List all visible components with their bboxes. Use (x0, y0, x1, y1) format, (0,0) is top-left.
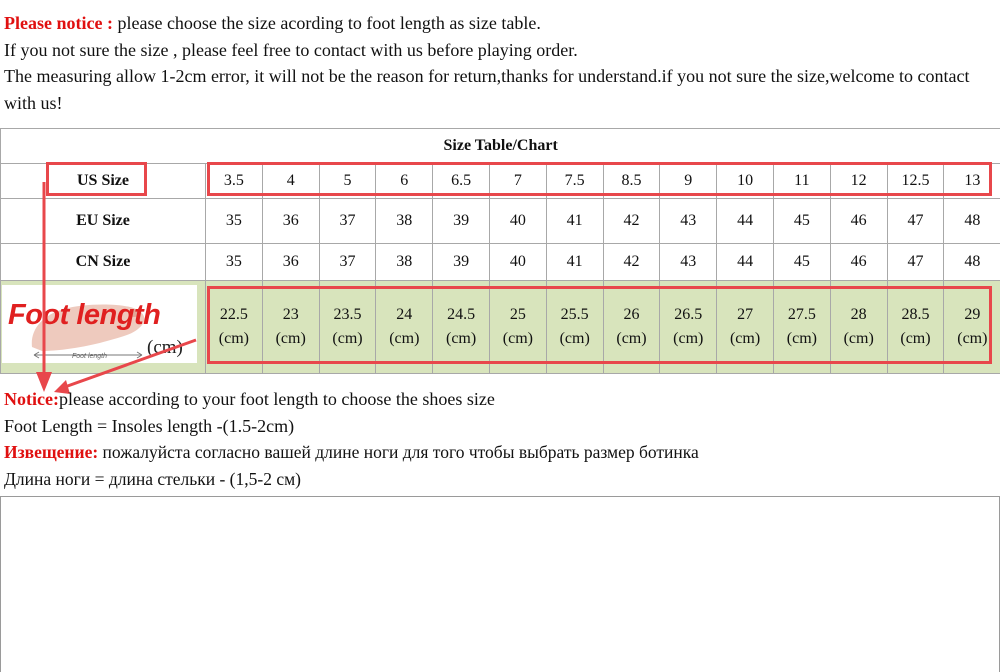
cn-size-cell: 48 (944, 244, 1000, 281)
foot-length-value: 23 (282, 306, 299, 323)
foot-length-value: 25.5 (560, 306, 589, 323)
cn-size-cell: 35 (206, 244, 263, 281)
foot-length-value: 27 (737, 306, 754, 323)
us-size-cell: 3.5 (206, 164, 263, 199)
foot-length-unit: (cm) (502, 330, 533, 347)
cn-size-label: CN Size (1, 244, 206, 281)
foot-length-unit: (cm) (275, 330, 306, 347)
eu-size-cell: 38 (376, 199, 433, 244)
notice-line-1: please choose the size acording to foot length as size table. (112, 13, 541, 33)
cn-size-cell: 43 (660, 244, 717, 281)
eu-size-cell: 37 (319, 199, 376, 244)
cn-size-cell: 37 (319, 244, 376, 281)
eu-size-label: EU Size (1, 199, 206, 244)
foot-length-value: 22.5 (219, 306, 248, 323)
us-size-cell: 12.5 (887, 164, 944, 199)
notes-section (4, 386, 699, 492)
foot-length-value: 26.5 (674, 306, 703, 323)
foot-length-unit: (cm) (389, 330, 420, 347)
foot-length-unit: (cm) (332, 330, 363, 347)
eu-size-cell: 46 (830, 199, 887, 244)
us-size-cell: 7 (489, 164, 546, 199)
cn-size-cell: 39 (433, 244, 490, 281)
foot-length-value: 24 (396, 306, 413, 323)
size-table-title: Size Table/Chart (1, 129, 1000, 164)
us-size-cell: 4 (262, 164, 319, 199)
notice-label: Please notice : (4, 13, 113, 33)
eu-size-cell: 39 (433, 199, 490, 244)
eu-size-cell: 35 (206, 199, 263, 244)
foot-image-caption: Foot length (72, 353, 108, 360)
left-border (0, 496, 1, 672)
cn-size-cell: 40 (489, 244, 546, 281)
us-size-cell: 13 (944, 164, 1000, 199)
foot-length-unit: (cm) (218, 330, 249, 347)
foot-length-unit: (cm) (900, 330, 931, 347)
ru-formula-text: Длина ноги = длина стельки - (1,5-2 см) (4, 468, 301, 489)
eu-size-cell: 40 (489, 199, 546, 244)
notice-text: please according to your foot length to choose the shoes size (58, 389, 495, 409)
foot-length-value: 27.5 (787, 306, 816, 323)
formula-text: Foot Length = Insoles length -(1.5-2cm) (4, 415, 295, 436)
foot-length-unit: (cm) (559, 330, 590, 347)
foot-length-unit: (cm) (843, 330, 874, 347)
cn-size-cell: 47 (887, 244, 944, 281)
us-size-cell: 6 (376, 164, 433, 199)
cn-size-cell: 42 (603, 244, 660, 281)
us-size-cell: 9 (660, 164, 717, 199)
eu-size-cell: 36 (262, 199, 319, 244)
ru-notice-text: пожалуйста согласно вашей длине ноги для того чтобы выбрать размер ботинка (98, 442, 699, 462)
foot-length-value: 29 (964, 306, 981, 323)
foot-length-value: 28.5 (901, 306, 930, 323)
cn-size-cell: 46 (830, 244, 887, 281)
us-size-cell: 12 (830, 164, 887, 199)
foot-length-unit-label: (cm) (147, 337, 183, 358)
cn-size-cell: 45 (773, 244, 830, 281)
ru-notice-label: Извещение: (4, 442, 99, 462)
foot-length-value: 26 (623, 306, 640, 323)
foot-length-value: 23.5 (333, 306, 362, 323)
foot-length-title: Foot length (8, 299, 161, 331)
cn-size-cell: 41 (546, 244, 603, 281)
cn-size-cell: 38 (376, 244, 433, 281)
foot-length-unit: (cm) (445, 330, 477, 347)
us-size-cell: 6.5 (433, 164, 490, 199)
us-size-cell: 5 (319, 164, 376, 199)
eu-size-cell: 47 (887, 199, 944, 244)
foot-length-value: 24.5 (447, 306, 476, 323)
foot-length-unit: (cm) (957, 330, 988, 347)
cn-size-cell: 44 (717, 244, 774, 281)
notice-label-2: Notice: (4, 389, 59, 409)
bottom-divider (0, 496, 1000, 497)
foot-length-value: 25 (509, 306, 526, 323)
us-size-cell: 11 (773, 164, 830, 199)
eu-size-cell: 42 (603, 199, 660, 244)
foot-length-unit: (cm) (786, 330, 817, 347)
eu-size-cell: 41 (546, 199, 603, 244)
foot-length-unit: (cm) (616, 330, 647, 347)
eu-size-cell: 44 (717, 199, 774, 244)
cn-size-cell: 36 (262, 244, 319, 281)
us-size-cell: 7.5 (546, 164, 603, 199)
us-size-cell: 10 (717, 164, 774, 199)
foot-length-unit: (cm) (673, 330, 704, 347)
foot-length-value: 28 (850, 306, 867, 323)
eu-size-cell: 48 (944, 199, 1000, 244)
eu-size-cell: 45 (773, 199, 830, 244)
foot-length-unit: (cm) (729, 330, 761, 347)
us-size-cell: 8.5 (603, 164, 660, 199)
notice-line-3: The measuring allow 1-2cm error, it will not be the reason for return,thanks for understand.if you not sure the size,welcome to contact with us! (4, 66, 970, 113)
notice-line-2: If you not sure the size , please feel free to contact with us before playing order. (4, 39, 578, 60)
us-size-label: US Size (1, 164, 206, 199)
eu-size-cell: 43 (660, 199, 717, 244)
